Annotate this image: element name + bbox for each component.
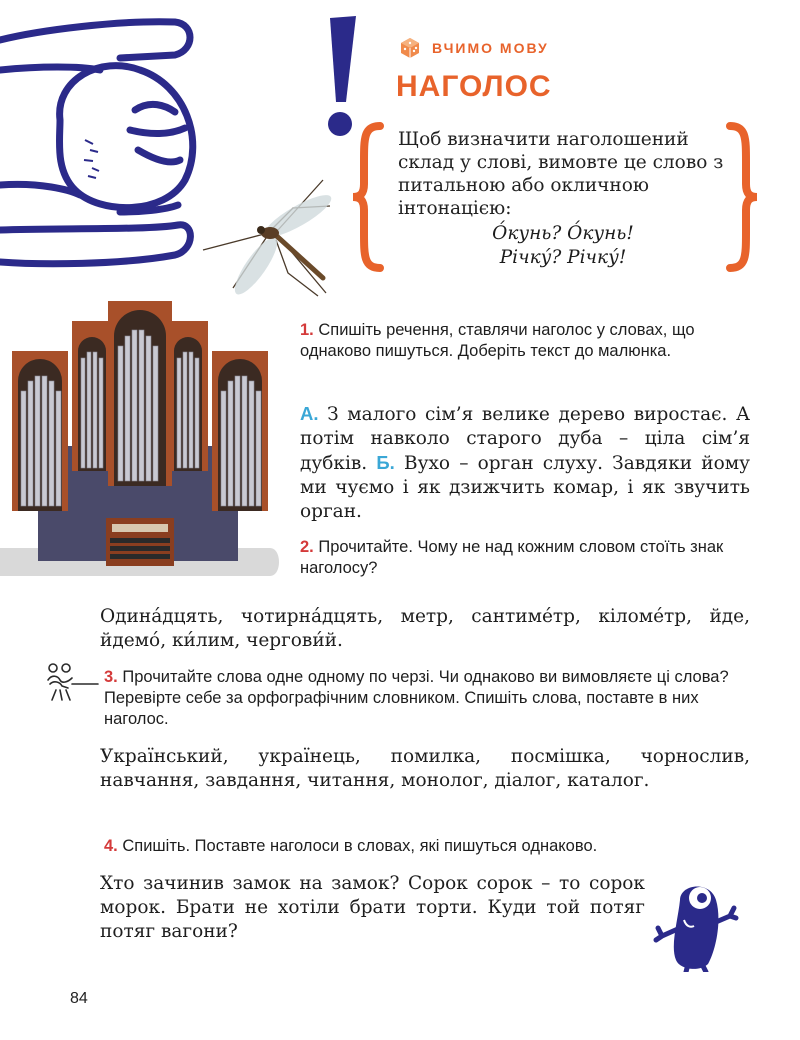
- monster-icon: [650, 880, 740, 972]
- task-4-instruction: [104, 836, 744, 857]
- exclamation-icon: [312, 14, 362, 139]
- task-3-number: 3.: [104, 668, 118, 686]
- rule-text: Щоб визначити наголошений склад у слові, вимовте це слово з питальною або окличною інтонацією:: [398, 129, 724, 219]
- task-2-number: 2.: [300, 538, 314, 556]
- task-1-label-b: Б.: [376, 452, 395, 473]
- hand-face-illustration: [0, 0, 200, 270]
- task-1-label-a: А.: [300, 403, 319, 424]
- task-1-number: 1.: [300, 321, 314, 339]
- task-4-text: Хто зачинив замок на замок? Сорок сорок – то сорок морок. Брати не хотіли брати торти. Куди той потяг потяг вагони?: [100, 873, 645, 942]
- task-3-instruction-text: Прочитайте слова одне одному по черзі. Чи однаково ви вимовляєте ці слова? Перевірте себе за орфографічним словником. Спишіть слова, поставте в них наголос.: [104, 668, 729, 728]
- task-1-text-b: Вухо – орган слуху. Завдяки йому ми чуємо і як дзижчить комар, і як звучить орган.: [300, 453, 750, 522]
- rule-example-2: Річку́? Річку́!: [499, 247, 627, 268]
- task-4-number: 4.: [104, 837, 118, 855]
- task-2-instruction: [300, 537, 740, 579]
- task-1-text: [300, 402, 750, 524]
- page-title: НАГОЛОС: [396, 70, 552, 103]
- task-1-instruction: [300, 320, 750, 362]
- organ-illustration: [0, 296, 280, 578]
- task-4-instruction-text: Спишіть. Поставте наголоси в словах, які пишуться однаково.: [122, 837, 598, 855]
- brace-left-decoration: [350, 122, 384, 272]
- page-number: 84: [70, 990, 88, 1007]
- dice-icon: [398, 36, 422, 60]
- task-1-instruction-text: Спишіть речення, ставлячи наголос у словах, що однаково пишуться. Доберіть текст до малюнка.: [300, 321, 695, 360]
- pair-work-icon: [44, 662, 100, 702]
- task-2-words: Одина́дцять, чотирна́дцять, метр, сантиме́тр, кіломе́тр, йде, йдемо́, ки́лим, чергови́й.: [100, 606, 750, 651]
- rule-examples: [398, 222, 728, 270]
- task-1-text-a: З малого сім’я велике дерево виростає. А потім навколо старого дуба – ціла сім’я дубків.: [300, 404, 750, 474]
- brace-right-decoration: [726, 122, 760, 272]
- task-3-words: Український, українець, помилка, посмішка, чорнослив, навчання, завдання, читання, монолог, діалог, каталог.: [100, 746, 750, 791]
- section-label: ВЧИМО МОВУ: [432, 40, 549, 56]
- task-2-instruction-text: Прочитайте. Чому не над кожним словом стоїть знак наголосу?: [300, 538, 724, 577]
- rule-example-1: О́кунь? О́кунь!: [492, 223, 634, 244]
- mosquito-icon: [198, 178, 348, 298]
- task-3-instruction: [104, 667, 744, 730]
